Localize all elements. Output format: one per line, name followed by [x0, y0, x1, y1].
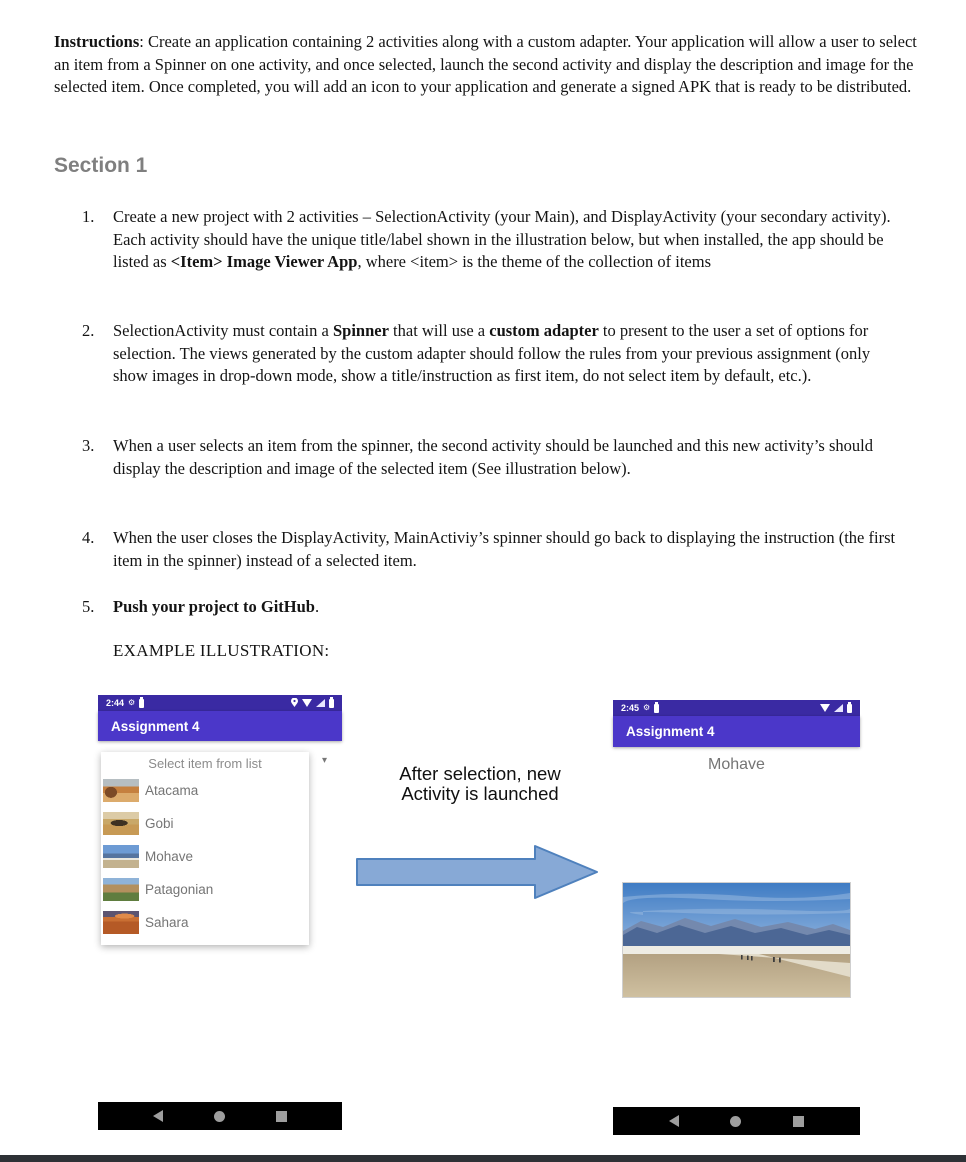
spinner-item-patagonian[interactable]: [101, 873, 309, 906]
atacama-thumbnail: [103, 779, 139, 802]
recents-icon[interactable]: [793, 1116, 804, 1127]
text-segment: Create a new project with 2 activities – SelectionActivity (your Main), and DisplayActivity (your secondary activity). Each activity should have the unique title/label shown in the illustration below, but when installed, the app should be listed as: [113, 207, 891, 272]
text-segment: When the user closes the DisplayActivity, MainActiviy’s spinner should go back to displaying the instruction (the first item in the spinner) instead of a selected item.: [113, 528, 896, 570]
instructions-label: Instructions: [54, 32, 140, 51]
patagonian-thumbnail: [103, 878, 139, 901]
spinner-item-label: Atacama: [145, 783, 199, 798]
navigation-bar: [98, 1102, 342, 1130]
text-segment: When a user selects an item from the spinner, the second activity should be launched and this new activity’s should display the description and image of the selected item (See illustration below).: [113, 436, 873, 478]
list-number: 1.: [82, 207, 95, 226]
spinner-dropdown-arrow-icon[interactable]: ▾: [322, 755, 328, 766]
instructions-paragraph: [54, 31, 920, 99]
list-item-2: [82, 320, 922, 388]
gear-icon: ⚙: [128, 698, 136, 707]
phone-screenshot-display-activity: [613, 700, 860, 1135]
text-segment-bold: Spinner: [332, 321, 389, 340]
list-item-5: [82, 596, 922, 619]
app-bar-title: Assignment 4: [111, 718, 200, 734]
sahara-thumbnail: [103, 911, 139, 934]
list-item-1: [82, 206, 922, 274]
list-number: 3.: [82, 436, 95, 455]
status-left: [106, 698, 144, 708]
selected-item-label: Mohave: [708, 756, 765, 773]
spinner-dropdown: [101, 752, 309, 945]
list-item-text: [113, 435, 908, 480]
list-item-text: [113, 527, 908, 572]
text-segment-bold: Push your project to GitHub: [113, 597, 315, 616]
section-heading: Section 1: [54, 154, 148, 177]
text-segment: , where <item> is the theme of the collection of items: [357, 252, 712, 272]
illustration-caption: [370, 764, 590, 804]
app-bar: [98, 711, 342, 741]
example-illustration-label: EXAMPLE ILLUSTRATION:: [113, 641, 330, 660]
sd-card-icon: [139, 699, 144, 708]
back-icon[interactable]: [153, 1110, 163, 1122]
text-segment: that will use a: [388, 321, 490, 340]
signal-icon: [834, 704, 843, 712]
list-number: 4.: [82, 528, 95, 547]
status-right: [820, 704, 852, 713]
spinner-item-mohave[interactable]: [101, 840, 309, 873]
home-icon[interactable]: [214, 1111, 225, 1122]
spinner-prompt[interactable]: Select item from list: [148, 755, 262, 771]
status-left: [621, 703, 659, 713]
sd-card-icon: [654, 704, 659, 713]
gobi-thumbnail: [103, 812, 139, 835]
right-arrow-shape: [356, 844, 599, 900]
battery-icon: [329, 699, 334, 708]
location-icon: [291, 698, 298, 709]
text-segment-bold: <Item> Image Viewer App: [170, 252, 358, 272]
instructions-text: : Create an application containing 2 activities along with a custom adapter. Your application will allow a user to select an item from a Spinner on one activity, and once selected, launch the second activity and display the description and image for the selected item. Once completed, you will add an icon to your application and generate a signed APK that is ready to be distributed.: [54, 32, 917, 97]
spinner-item-label: Mohave: [145, 849, 194, 864]
page-bottom-divider: [0, 1155, 966, 1162]
list-number: 5.: [82, 597, 95, 616]
signal-icon: [316, 699, 325, 707]
mohave-thumbnail: [103, 845, 139, 868]
spinner-item-label: Patagonian: [145, 882, 214, 897]
spinner-item-atacama[interactable]: [101, 774, 309, 807]
app-bar-title: Assignment 4: [626, 724, 715, 739]
caption-line-1: After selection, new: [399, 763, 561, 784]
mohave-photo: [622, 882, 851, 998]
caption-line-2: Activity is launched: [401, 783, 559, 804]
status-time: 2:44: [106, 698, 125, 708]
battery-icon: [847, 704, 852, 713]
spinner-item-sahara[interactable]: [101, 906, 309, 939]
list-item-3: [82, 435, 922, 480]
status-bar: [98, 695, 342, 711]
back-icon[interactable]: [669, 1115, 679, 1127]
list-item-text: [113, 206, 908, 274]
list-item-text: [113, 320, 908, 388]
status-right: [291, 698, 334, 709]
navigation-bar: [613, 1107, 860, 1135]
status-time: 2:45: [621, 703, 640, 713]
list-number: 2.: [82, 321, 95, 340]
spinner-item-gobi[interactable]: [101, 807, 309, 840]
list-item-text: [113, 596, 908, 619]
spinner-item-label: Sahara: [145, 915, 189, 930]
app-bar: [613, 716, 860, 747]
home-icon[interactable]: [730, 1116, 741, 1127]
text-segment: .: [315, 597, 320, 616]
status-bar: [613, 700, 860, 716]
text-segment: to present to the user a set of options for selection. The views generated by the custom adapter should follow the rules from your previous assignment (only show images in drop-down mode, show a title/instruction as first item, do not select item by default, etc.).: [113, 321, 871, 386]
phone-screenshot-selection-activity: [98, 695, 342, 1130]
recents-icon[interactable]: [276, 1111, 287, 1122]
text-segment-bold: custom adapter: [489, 321, 599, 340]
gear-icon: ⚙: [643, 703, 651, 712]
text-segment: SelectionActivity must contain a: [113, 321, 333, 340]
wifi-icon: [302, 699, 312, 707]
spinner-item-label: Gobi: [145, 816, 174, 831]
wifi-icon: [820, 704, 830, 712]
list-item-4: [82, 527, 922, 572]
